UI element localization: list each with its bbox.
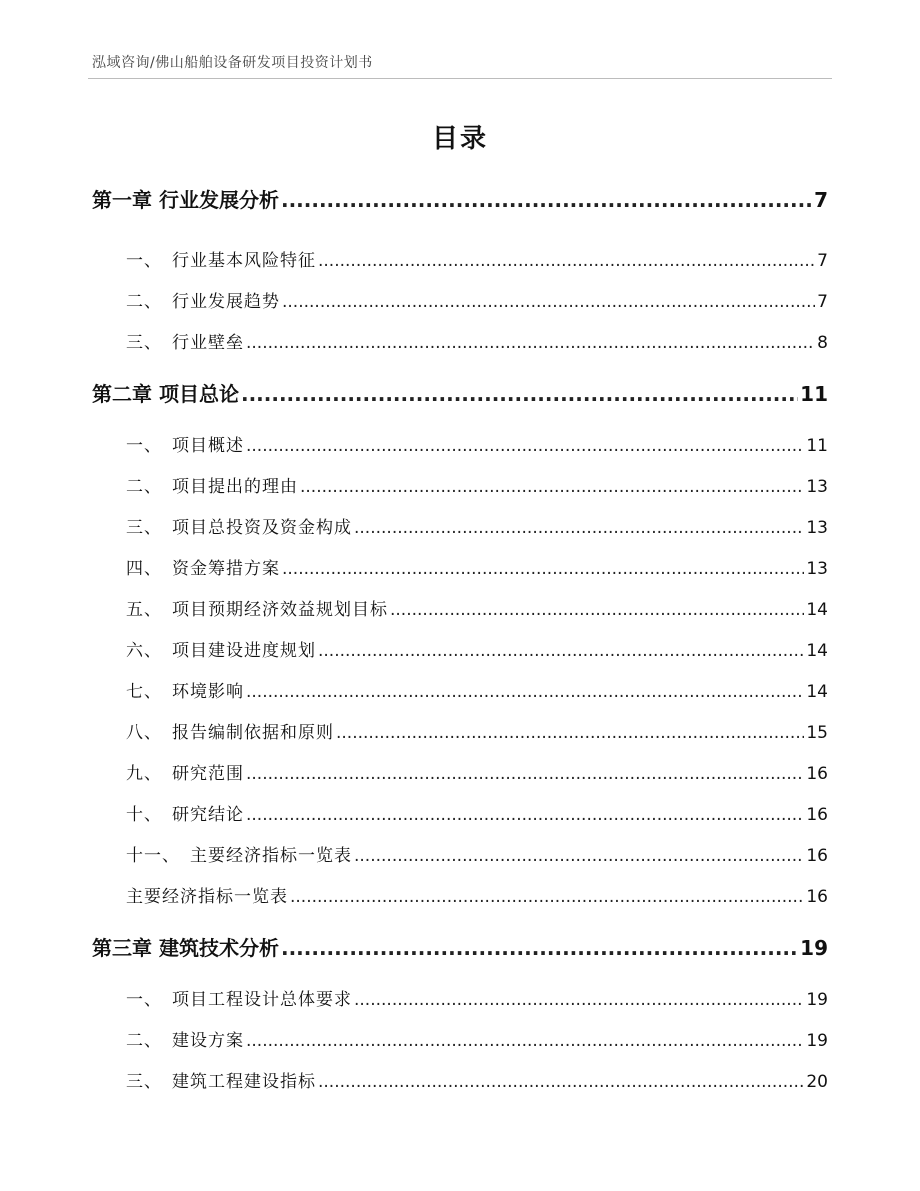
toc-entry-text [126,718,334,743]
page-number: 8 [817,333,828,353]
section-label: 项目概述 [172,436,244,456]
toc-entry-section[interactable] [0,1026,920,1051]
chapter-number: 第三章 [92,936,152,960]
dot-leader [246,436,804,456]
toc-entry-section[interactable] [0,595,920,620]
toc-entry-chapter-3[interactable] [0,932,920,961]
toc-entry-section[interactable] [0,985,920,1010]
section-number: 八、 [126,723,162,743]
toc-entry-section[interactable] [0,246,920,271]
section-label: 报告编制依据和原则 [172,723,334,743]
section-number: 七、 [126,682,162,702]
toc-entry-section[interactable] [0,759,920,784]
toc-entry-section[interactable] [0,1067,920,1092]
toc-entry-section[interactable] [0,431,920,456]
page-number: 7 [814,188,828,212]
section-label: 项目建设进度规划 [172,641,316,661]
toc-entry-section[interactable] [0,718,920,743]
page-number: 14 [806,682,828,702]
section-label: 研究范围 [172,764,244,784]
toc-entry-text [92,932,279,961]
chapter-number: 第一章 [92,188,152,212]
dot-leader [246,333,815,353]
toc-entry-text [126,431,244,456]
toc-entry-text [126,1067,316,1092]
toc-entry-chapter-2[interactable] [0,378,920,407]
section-number: 九、 [126,764,162,784]
section-label: 项目预期经济效益规划目标 [172,600,388,620]
page-number: 13 [806,518,828,538]
toc-entry-section[interactable] [0,677,920,702]
section-label: 资金筹措方案 [172,559,280,579]
dot-leader [246,1031,804,1051]
toc-entry-section[interactable] [0,636,920,661]
toc-entry-text [126,677,244,702]
section-label: 行业基本风险特征 [172,251,316,271]
toc-entry-text [126,800,244,825]
toc-entry-text [92,184,279,213]
toc-entry-text [126,841,352,866]
page-number: 16 [806,846,828,866]
toc-entry-text [126,1026,244,1051]
page-number: 16 [806,764,828,784]
chapter-label: 建筑技术分析 [158,936,279,960]
dot-leader [354,518,804,538]
page-number: 14 [806,641,828,661]
dot-leader [241,382,798,406]
section-label: 项目总投资及资金构成 [172,518,352,538]
toc-entry-text [126,246,316,271]
section-label: 环境影响 [172,682,244,702]
toc-entry-chapter-1[interactable] [0,184,920,213]
section-label: 主要经济指标一览表 [126,887,288,907]
dot-leader [318,641,804,661]
toc-entry-text [126,472,298,497]
section-label: 研究结论 [172,805,244,825]
page-number: 7 [817,251,828,271]
chapter-label: 项目总论 [158,382,239,406]
dot-leader [318,1072,804,1092]
toc-entry-text [126,985,352,1010]
page-number: 19 [806,1031,828,1051]
page-number: 13 [806,559,828,579]
toc-entry-section[interactable] [0,841,920,866]
dot-leader [281,936,798,960]
dot-leader [336,723,804,743]
page-number: 13 [806,477,828,497]
section-label: 行业发展趋势 [172,292,280,312]
section-number: 十、 [126,805,162,825]
section-number: 一、 [126,436,162,456]
section-number: 一、 [126,251,162,271]
toc-entry-text [126,759,244,784]
section-number: 三、 [126,1072,162,1092]
toc-entry-text [92,378,239,407]
page-number: 20 [806,1072,828,1092]
section-label: 项目提出的理由 [172,477,298,497]
dot-leader [300,477,804,497]
dot-leader [282,559,804,579]
toc-title: 目录 [431,124,488,154]
toc-entry-section[interactable] [0,472,920,497]
section-number: 一、 [126,990,162,1010]
page-number: 11 [800,382,828,406]
page-number: 19 [800,936,828,960]
section-number: 五、 [126,600,162,620]
header-divider [88,78,832,79]
toc-entry-text [126,636,316,661]
section-number: 二、 [126,1031,162,1051]
section-number: 二、 [126,477,162,497]
chapter-number: 第二章 [92,382,152,406]
section-number: 三、 [126,518,162,538]
dot-leader [354,846,804,866]
dot-leader [246,682,804,702]
section-number: 十一、 [126,846,180,866]
dot-leader [290,887,804,907]
toc-entry-section[interactable] [0,287,920,312]
toc-entry-section[interactable] [0,882,920,907]
toc-entry-section[interactable] [0,513,920,538]
toc-entry-section[interactable] [0,554,920,579]
section-number: 六、 [126,641,162,661]
section-number: 三、 [126,333,162,353]
page-number: 14 [806,600,828,620]
dot-leader [354,990,804,1010]
toc-entry-section[interactable] [0,800,920,825]
dot-leader [281,188,812,212]
section-number: 二、 [126,292,162,312]
dot-leader [390,600,804,620]
section-label: 行业壁垒 [172,333,244,353]
toc-entry-text [126,513,352,538]
dot-leader [282,292,815,312]
page-number: 7 [817,292,828,312]
section-label: 建筑工程建设指标 [172,1072,316,1092]
page-number: 16 [806,887,828,907]
toc-entry-section[interactable] [0,328,920,353]
section-number: 四、 [126,559,162,579]
page-number: 19 [806,990,828,1010]
toc-entry-text [126,595,388,620]
dot-leader [246,805,804,825]
page-number: 15 [806,723,828,743]
toc-entry-text [126,328,244,353]
section-label: 主要经济指标一览表 [190,846,352,866]
page-number: 11 [806,436,828,456]
toc-entry-text [126,287,280,312]
toc-entry-text [126,882,288,907]
section-label: 项目工程设计总体要求 [172,990,352,1010]
section-label: 建设方案 [172,1031,244,1051]
dot-leader [318,251,815,271]
chapter-label: 行业发展分析 [158,188,279,212]
page-number: 16 [806,805,828,825]
dot-leader [246,764,804,784]
toc-entry-text [126,554,280,579]
running-header: 泓域咨询/佛山船舶设备研发项目投资计划书 [92,55,373,71]
